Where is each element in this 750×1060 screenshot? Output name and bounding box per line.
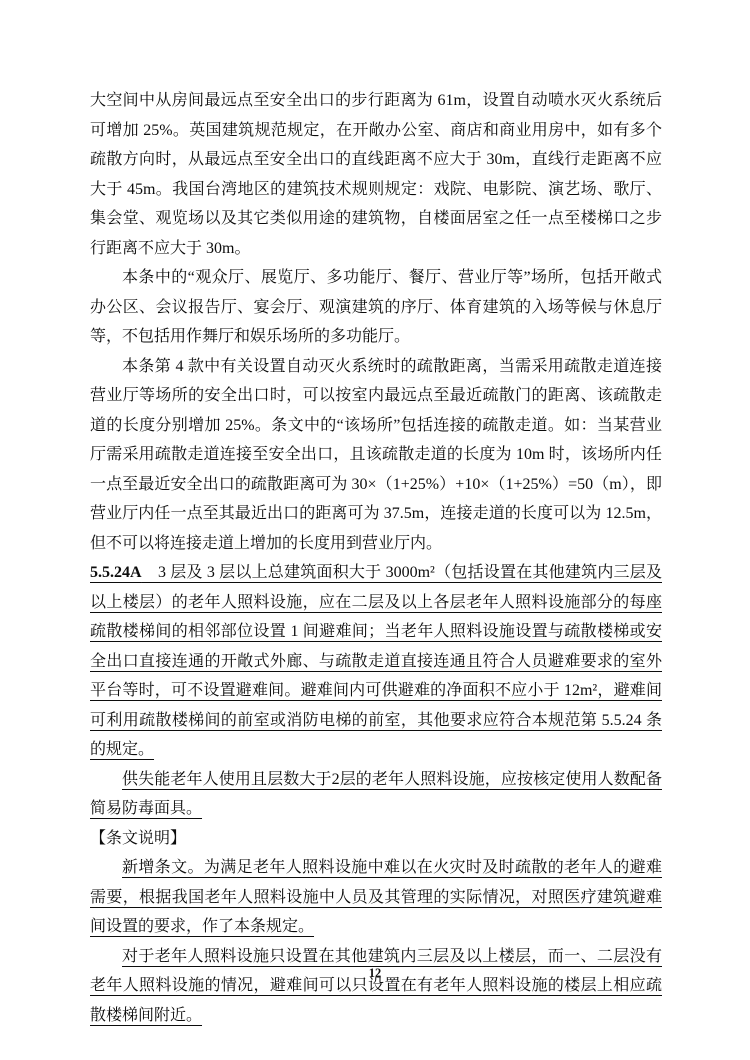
paragraph-hall-types-scope: 本条中的“观众厅、展览厅、多功能厅、餐厅、营业厅等”场所，包括开敞式办公区、会议报告厅、宴会厅、观演建筑的序厅、体育建筑的入场等候与休息厅等，不包括用作舞厅和娱乐场所的多功能厅。 bbox=[90, 269, 662, 345]
paragraph-refuge-room-location: 对于老年人照料设施只设置在其他建筑内三层及以上楼层，而一、二层没有老年人照料设施的情况，避难间可以只设置在有老年人照料设施的楼层上相应疏散楼梯间附近。 bbox=[90, 947, 662, 1024]
clause-5-5-24A-number: 5.5.24A bbox=[90, 564, 142, 581]
page-number: 12 bbox=[368, 966, 382, 980]
explanation-header: 【条文说明】 bbox=[90, 829, 187, 847]
paragraph-gas-mask-requirement: 供失能老年人使用且层数大于2层的老年人照料设施，应按核定使用人数配备简易防毒面具。 bbox=[90, 770, 662, 817]
clause-5-5-24A bbox=[90, 558, 662, 765]
clause-5-5-24A-text: 3 层及 3 层以上总建筑面积大于 3000m²（包括设置在其他建筑内三层及以上楼层）的老年人照料设施，应在二层及以上各层老年人照料设施部分的每座疏散楼梯间的相邻部位设置 1 间避难间；当老年人照料设施设置与疏散楼梯或安全出口直接连通的开敞式外廊、与疏散走道直接连通且符合人员避难要求的室外平台等时，可不设置避难间。避难间内可供避难的净面积不应小于 12m²，避难间可利用疏散楼梯间的前室或消防电梯的前室，其他要求应符合本规范第 5.5.24 条的规定。 bbox=[90, 564, 662, 758]
paragraph-travel-distance-comparison: 大空间中从房间最远点至安全出口的步行距离为 61m，设置自动喷水灭火系统后可增加 25%。英国建筑规范规定，在开敞办公室、商店和商业用房中，如有多个疏散方向时，从最远点至安全出口的直线距离不应大于 30m，直线行走距离不应大于 45m。我国台湾地区的建筑技术规则规定：戏院、电影院、演艺场、歌厅、集会堂、观览场以及其它类似用途的建筑物，自楼面居室之任一点至楼梯口之步行距离不应大于 30m。 bbox=[90, 92, 662, 257]
document-body bbox=[90, 86, 662, 1030]
paragraph-clause4-sprinkler-example: 本条第 4 款中有关设置自动灭火系统时的疏散距离，当需采用疏散走道连接营业厅等场所的安全出口时，可以按室内最远点至最近疏散门的距离、该疏散走道的长度分别增加 25%。条文中的“该场所”包括连接的疏散走道。如：当某营业厅需采用疏散走道连接至安全出口，且该疏散走道的长度为 10m 时，该场所内任一点至最近安全出口的疏散距离可为 30×（1+25%）+10×（1+25%）=50（m），即营业厅内任一点至其最近出口的距离可为 37.5m，连接走道的长度可以为 12.5m，但不可以将连接走道上增加的长度用到营业厅内。 bbox=[90, 357, 662, 552]
paragraph-new-clause-rationale: 新增条文。为满足老年人照料设施中难以在火灾时及时疏散的老年人的避难需要，根据我国老年人照料设施中人员及其管理的实际情况，对照医疗建筑避难间设置的要求，作了本条规定。 bbox=[90, 859, 662, 935]
